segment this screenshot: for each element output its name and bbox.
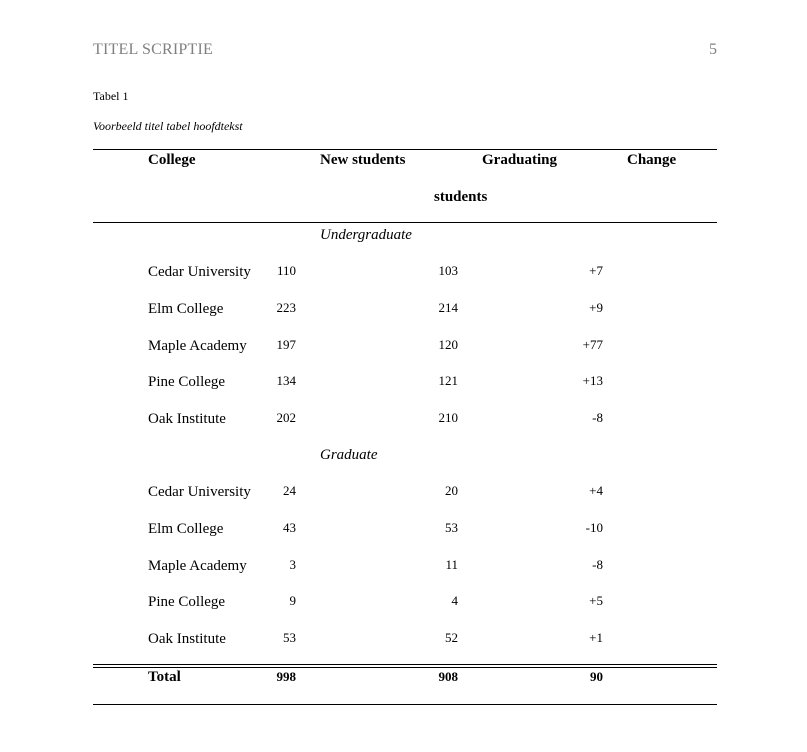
row-change: +9 — [589, 300, 603, 315]
row-new: 9 — [289, 593, 296, 608]
header-graduating: Graduating — [482, 152, 558, 168]
row-college: Oak Institute — [148, 631, 226, 647]
row-graduating: 214 — [438, 300, 458, 315]
row-college: Oak Institute — [148, 411, 226, 427]
total-graduating: 908 — [438, 669, 458, 684]
table-label: Tabel 1 — [93, 89, 129, 103]
row-graduating: 120 — [438, 337, 458, 352]
row-graduating: 11 — [445, 557, 458, 572]
section-heading: Graduate — [320, 447, 378, 463]
row-change: -8 — [592, 410, 603, 425]
row-change: +4 — [589, 483, 603, 498]
row-graduating: 20 — [445, 483, 458, 498]
row-graduating: 103 — [438, 263, 458, 278]
row-graduating: 4 — [451, 593, 458, 608]
header-college: College — [148, 152, 196, 168]
table-bottom-rule — [93, 704, 717, 705]
row-college: Elm College — [148, 301, 224, 317]
section-heading: Undergraduate — [320, 227, 412, 243]
row-change: +5 — [589, 593, 603, 608]
row-change: +13 — [582, 373, 603, 388]
row-new: 110 — [276, 263, 296, 278]
row-college: Cedar University — [148, 484, 251, 500]
total-change: 90 — [590, 669, 603, 684]
row-change: +77 — [582, 337, 603, 352]
row-college: Cedar University — [148, 264, 251, 280]
row-change: -8 — [592, 557, 603, 572]
row-graduating: 52 — [445, 630, 458, 645]
total-label: Total — [148, 669, 181, 685]
row-new: 197 — [276, 337, 296, 352]
total-top-rule-1 — [93, 664, 717, 665]
header-graduating-students: students — [434, 189, 488, 205]
table-title: Voorbeeld titel tabel hoofdtekst — [93, 119, 243, 133]
row-new: 53 — [283, 630, 296, 645]
row-college: Maple Academy — [148, 558, 247, 574]
row-change: -10 — [585, 520, 603, 535]
total-top-rule-2 — [93, 667, 717, 668]
header-new-students: New students — [320, 152, 406, 168]
row-college: Maple Academy — [148, 338, 247, 354]
row-college: Pine College — [148, 594, 226, 610]
total-new: 998 — [276, 669, 296, 684]
header-bottom-rule — [93, 222, 717, 223]
header-change: Change — [627, 152, 677, 168]
row-new: 43 — [283, 520, 296, 535]
row-graduating: 121 — [438, 373, 458, 388]
row-new: 134 — [276, 373, 296, 388]
page-number: 5 — [709, 41, 717, 58]
row-new: 3 — [289, 557, 296, 572]
row-graduating: 210 — [438, 410, 458, 425]
running-head: TITEL SCRIPTIE — [93, 41, 213, 58]
row-change: +7 — [589, 263, 603, 278]
row-change: +1 — [589, 630, 603, 645]
row-graduating: 53 — [445, 520, 458, 535]
row-new: 202 — [276, 410, 296, 425]
row-new: 24 — [283, 483, 296, 498]
row-college: Elm College — [148, 521, 224, 537]
row-new: 223 — [276, 300, 296, 315]
table-top-rule — [93, 149, 717, 150]
row-college: Pine College — [148, 374, 226, 390]
